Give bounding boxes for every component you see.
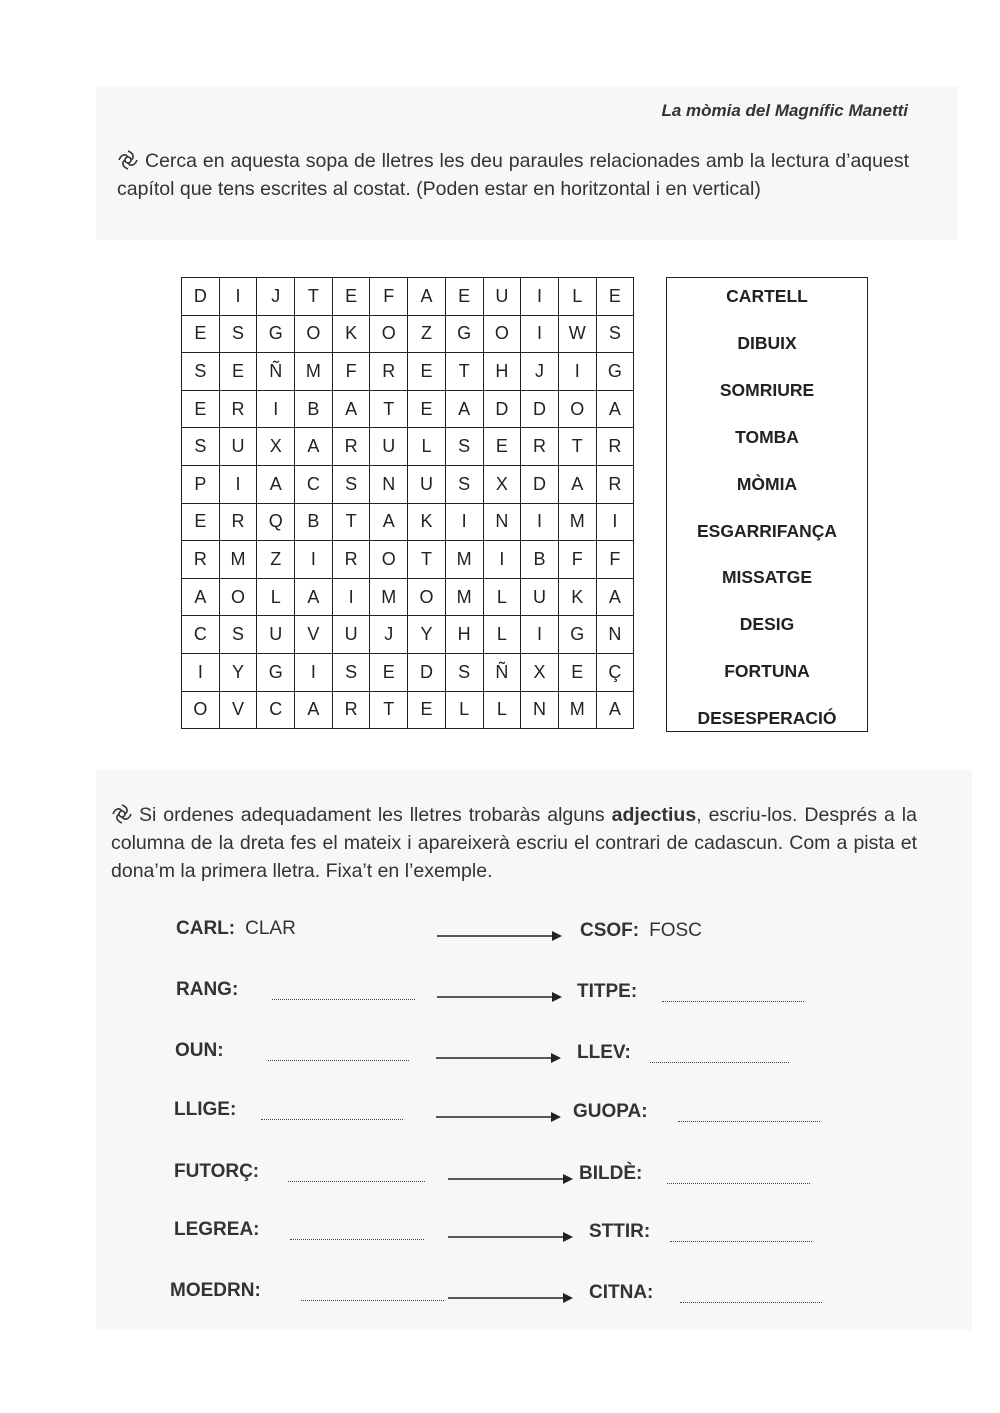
- grid-cell[interactable]: L: [445, 691, 483, 729]
- grid-cell[interactable]: I: [182, 653, 220, 691]
- grid-cell[interactable]: O: [219, 578, 257, 616]
- swirl-bullet-icon: [111, 803, 133, 825]
- anagram-left-1: [176, 918, 296, 940]
- grid-cell[interactable]: U: [370, 428, 408, 466]
- exercise2-instruction-bold: adjectius: [611, 804, 697, 826]
- grid-cell[interactable]: U: [483, 278, 521, 316]
- word-list-item: ESGARRIFANÇA: [696, 520, 837, 541]
- grid-cell[interactable]: U: [408, 465, 446, 503]
- grid-row: [182, 390, 634, 428]
- grid-cell[interactable]: M: [445, 578, 483, 616]
- word-list-item: CARTELL: [726, 286, 808, 306]
- grid-cell[interactable]: X: [483, 465, 521, 503]
- grid-cell[interactable]: T: [558, 428, 596, 466]
- arrow-right-icon: [436, 1111, 561, 1123]
- grid-cell[interactable]: E: [596, 278, 634, 316]
- exercise2-instruction-post: , escriu-los. Després a la columna de la dreta fes el mateix i apareixerà escriu el contrari de cadascun. Com a pista et dona’m la primera lletra. Fixa’t en l’exemple.: [111, 804, 917, 882]
- anagram-right-5: [579, 1163, 642, 1185]
- grid-cell[interactable]: E: [408, 691, 446, 729]
- grid-cell[interactable]: I: [558, 353, 596, 391]
- grid-cell[interactable]: I: [332, 578, 370, 616]
- grid-cell[interactable]: M: [295, 353, 333, 391]
- answer-blank-right[interactable]: [662, 1001, 804, 1002]
- grid-cell[interactable]: I: [521, 616, 559, 654]
- anagram-left-word: RANG:: [176, 979, 239, 1000]
- anagram-right-1: [580, 920, 702, 942]
- grid-cell[interactable]: V: [295, 616, 333, 654]
- grid-cell[interactable]: A: [445, 390, 483, 428]
- grid-cell[interactable]: T: [332, 503, 370, 541]
- grid-cell[interactable]: K: [408, 503, 446, 541]
- anagram-left-word: LEGREA:: [174, 1219, 260, 1240]
- anagram-left-6: [174, 1219, 260, 1241]
- grid-row: [182, 353, 634, 391]
- grid-cell[interactable]: O: [408, 578, 446, 616]
- grid-cell[interactable]: S: [445, 653, 483, 691]
- anagram-right-2: [577, 981, 637, 1003]
- word-list-item: DIBUIX: [737, 332, 797, 353]
- grid-cell[interactable]: R: [596, 465, 634, 503]
- anagram-right-4: [573, 1101, 648, 1123]
- grid-cell[interactable]: Z: [257, 541, 295, 579]
- anagram-right-3: [577, 1042, 631, 1064]
- grid-cell[interactable]: A: [596, 578, 634, 616]
- grid-cell[interactable]: D: [521, 465, 559, 503]
- grid-cell[interactable]: T: [295, 278, 333, 316]
- grid-cell[interactable]: L: [408, 428, 446, 466]
- answer-blank-left[interactable]: [301, 1300, 444, 1301]
- word-list-item: SOMRIURE: [719, 379, 815, 400]
- answer-blank-left[interactable]: [268, 1060, 409, 1061]
- grid-cell[interactable]: B: [295, 503, 333, 541]
- grid-cell[interactable]: L: [257, 578, 295, 616]
- grid-cell[interactable]: L: [483, 578, 521, 616]
- grid-cell[interactable]: J: [521, 353, 559, 391]
- grid-cell[interactable]: K: [332, 315, 370, 353]
- arrow-right-icon: [436, 1052, 561, 1064]
- grid-cell[interactable]: M: [558, 691, 596, 729]
- answer-blank-right[interactable]: [670, 1241, 812, 1242]
- anagram-left-7: [170, 1280, 261, 1302]
- word-list-item: MISSATGE: [721, 567, 813, 588]
- grid-cell[interactable]: S: [182, 428, 220, 466]
- exercise1-instruction: [117, 147, 909, 203]
- grid-cell[interactable]: R: [596, 428, 634, 466]
- grid-cell[interactable]: L: [558, 278, 596, 316]
- grid-row: [182, 465, 634, 503]
- grid-cell[interactable]: O: [295, 315, 333, 353]
- grid-cell[interactable]: G: [257, 315, 295, 353]
- grid-cell[interactable]: J: [257, 278, 295, 316]
- grid-row: [182, 691, 634, 729]
- anagram-left-word: CARL:: [176, 918, 236, 939]
- grid-cell[interactable]: O: [182, 691, 220, 729]
- arrow-right-icon: [448, 1231, 573, 1243]
- grid-cell[interactable]: E: [219, 353, 257, 391]
- answer-blank-left[interactable]: [290, 1239, 424, 1240]
- grid-cell[interactable]: A: [257, 465, 295, 503]
- arrow-right-icon: [437, 991, 562, 1003]
- grid-cell[interactable]: S: [596, 315, 634, 353]
- grid-cell[interactable]: S: [445, 465, 483, 503]
- anagram-right-word: CSOF:: [580, 920, 640, 941]
- anagram-right-word: STTIR:: [589, 1221, 651, 1242]
- grid-cell[interactable]: L: [483, 616, 521, 654]
- answer-blank-left[interactable]: [272, 999, 415, 1000]
- grid-cell[interactable]: I: [596, 503, 634, 541]
- grid-cell[interactable]: R: [521, 428, 559, 466]
- grid-cell[interactable]: R: [370, 353, 408, 391]
- answer-blank-left[interactable]: [261, 1119, 403, 1120]
- grid-cell[interactable]: M: [445, 541, 483, 579]
- grid-cell[interactable]: N: [483, 503, 521, 541]
- grid-cell[interactable]: I: [445, 503, 483, 541]
- anagram-left-2: [176, 979, 238, 1001]
- exercise2-instruction-pre: Si ordenes adequadament les lletres trobaràs alguns: [139, 804, 612, 826]
- grid-cell[interactable]: O: [558, 390, 596, 428]
- grid-cell[interactable]: E: [182, 503, 220, 541]
- grid-cell[interactable]: M: [370, 578, 408, 616]
- grid-cell[interactable]: A: [295, 578, 333, 616]
- grid-cell[interactable]: X: [257, 428, 295, 466]
- grid-cell[interactable]: R: [332, 428, 370, 466]
- grid-cell[interactable]: I: [521, 278, 559, 316]
- arrow-right-icon: [437, 930, 562, 942]
- grid-cell[interactable]: A: [596, 691, 634, 729]
- anagram-right-word: GUOPA:: [573, 1101, 648, 1122]
- anagram-left-word: OUN:: [175, 1040, 224, 1061]
- grid-cell[interactable]: E: [558, 653, 596, 691]
- grid-cell[interactable]: E: [370, 653, 408, 691]
- answer-blank-right[interactable]: [650, 1062, 789, 1063]
- swirl-bullet-icon: [117, 149, 139, 171]
- grid-row: [182, 503, 634, 541]
- grid-cell[interactable]: O: [370, 541, 408, 579]
- grid-cell[interactable]: J: [370, 616, 408, 654]
- word-list-box: [666, 277, 868, 732]
- grid-cell[interactable]: G: [558, 616, 596, 654]
- word-list-item: DESIG: [739, 614, 795, 635]
- grid-cell[interactable]: F: [332, 353, 370, 391]
- grid-cell[interactable]: D: [483, 390, 521, 428]
- answer-blank-left[interactable]: [288, 1181, 425, 1182]
- anagram-right-word: TITPE:: [577, 981, 638, 1002]
- grid-cell[interactable]: A: [596, 390, 634, 428]
- grid-row: [182, 278, 634, 316]
- grid-cell[interactable]: U: [332, 616, 370, 654]
- grid-cell[interactable]: N: [521, 691, 559, 729]
- grid-cell[interactable]: Ñ: [257, 353, 295, 391]
- anagram-right-word: BILDÈ:: [579, 1163, 643, 1184]
- grid-cell[interactable]: Q: [257, 503, 295, 541]
- grid-cell[interactable]: S: [219, 616, 257, 654]
- grid-cell[interactable]: R: [182, 541, 220, 579]
- grid-cell[interactable]: W: [558, 315, 596, 353]
- grid-cell[interactable]: F: [596, 541, 634, 579]
- grid-cell[interactable]: S: [332, 465, 370, 503]
- grid-cell[interactable]: L: [483, 691, 521, 729]
- grid-cell[interactable]: D: [408, 653, 446, 691]
- grid-cell[interactable]: Z: [408, 315, 446, 353]
- exercise2-instruction: [111, 801, 917, 885]
- anagram-right-6: [589, 1221, 650, 1243]
- anagram-right-7: [589, 1282, 653, 1304]
- grid-cell[interactable]: R: [332, 691, 370, 729]
- grid-cell[interactable]: S: [182, 353, 220, 391]
- grid-cell[interactable]: A: [558, 465, 596, 503]
- grid-cell[interactable]: T: [370, 691, 408, 729]
- grid-cell[interactable]: D: [521, 390, 559, 428]
- grid-cell[interactable]: B: [521, 541, 559, 579]
- grid-cell[interactable]: I: [219, 278, 257, 316]
- grid-cell[interactable]: I: [295, 541, 333, 579]
- grid-cell[interactable]: B: [295, 390, 333, 428]
- anagram-right-word: CITNA:: [589, 1282, 654, 1303]
- grid-row: [182, 578, 634, 616]
- grid-cell[interactable]: Y: [408, 616, 446, 654]
- grid-cell[interactable]: M: [558, 503, 596, 541]
- grid-cell[interactable]: E: [182, 315, 220, 353]
- grid-cell[interactable]: C: [182, 616, 220, 654]
- grid-cell[interactable]: I: [295, 653, 333, 691]
- grid-row: [182, 428, 634, 466]
- grid-cell[interactable]: T: [445, 353, 483, 391]
- grid-cell[interactable]: G: [596, 353, 634, 391]
- grid-cell[interactable]: E: [408, 353, 446, 391]
- grid-cell[interactable]: R: [219, 503, 257, 541]
- grid-cell[interactable]: A: [370, 503, 408, 541]
- grid-cell[interactable]: I: [483, 541, 521, 579]
- word-search-grid: [181, 277, 634, 729]
- grid-cell[interactable]: O: [483, 315, 521, 353]
- grid-cell[interactable]: F: [370, 278, 408, 316]
- grid-cell[interactable]: G: [257, 653, 295, 691]
- grid-cell[interactable]: N: [596, 616, 634, 654]
- grid-cell[interactable]: F: [558, 541, 596, 579]
- grid-cell[interactable]: T: [408, 541, 446, 579]
- anagram-left-4: [174, 1099, 236, 1121]
- anagram-right-answer: FOSC: [649, 920, 702, 941]
- grid-cell[interactable]: M: [219, 541, 257, 579]
- grid-cell[interactable]: A: [182, 578, 220, 616]
- answer-blank-right[interactable]: [678, 1121, 820, 1122]
- grid-cell[interactable]: V: [219, 691, 257, 729]
- grid-cell[interactable]: D: [182, 278, 220, 316]
- grid-cell[interactable]: U: [521, 578, 559, 616]
- anagram-left-answer: CLAR: [245, 918, 296, 939]
- grid-cell[interactable]: A: [332, 390, 370, 428]
- anagram-right-word: LLEV:: [577, 1042, 631, 1063]
- grid-row: [182, 541, 634, 579]
- anagram-left-word: LLIGE:: [174, 1099, 237, 1120]
- chapter-title: La mòmia del Magnífic Manetti: [661, 101, 908, 120]
- grid-cell[interactable]: G: [445, 315, 483, 353]
- grid-cell[interactable]: E: [332, 278, 370, 316]
- anagram-left-5: [174, 1161, 259, 1183]
- arrow-right-icon: [448, 1173, 573, 1185]
- grid-cell[interactable]: I: [219, 465, 257, 503]
- grid-cell[interactable]: P: [182, 465, 220, 503]
- anagram-left-3: [175, 1040, 224, 1062]
- grid-cell[interactable]: X: [521, 653, 559, 691]
- grid-cell[interactable]: S: [332, 653, 370, 691]
- grid-cell[interactable]: E: [182, 390, 220, 428]
- grid-cell[interactable]: A: [295, 428, 333, 466]
- grid-cell[interactable]: C: [257, 691, 295, 729]
- grid-cell[interactable]: S: [219, 315, 257, 353]
- word-list-item: DESESPERACIÓ: [697, 708, 837, 729]
- grid-cell[interactable]: R: [332, 541, 370, 579]
- grid-cell[interactable]: I: [521, 503, 559, 541]
- grid-cell[interactable]: I: [257, 390, 295, 428]
- grid-row: [182, 315, 634, 353]
- grid-cell[interactable]: I: [521, 315, 559, 353]
- grid-cell[interactable]: A: [408, 278, 446, 316]
- word-list-item: TOMBA: [735, 426, 799, 447]
- grid-row: [182, 616, 634, 654]
- grid-cell[interactable]: A: [295, 691, 333, 729]
- grid-cell[interactable]: H: [483, 353, 521, 391]
- grid-cell[interactable]: U: [257, 616, 295, 654]
- grid-cell[interactable]: E: [483, 428, 521, 466]
- grid-cell[interactable]: E: [408, 390, 446, 428]
- grid-cell[interactable]: E: [445, 278, 483, 316]
- answer-blank-right[interactable]: [667, 1183, 810, 1184]
- grid-cell[interactable]: Y: [219, 653, 257, 691]
- grid-cell[interactable]: H: [445, 616, 483, 654]
- grid-row: [182, 653, 634, 691]
- grid-cell[interactable]: U: [219, 428, 257, 466]
- word-list-item: FORTUNA: [724, 661, 810, 682]
- grid-cell[interactable]: Ñ: [483, 653, 521, 691]
- grid-cell[interactable]: R: [219, 390, 257, 428]
- grid-cell[interactable]: C: [295, 465, 333, 503]
- arrow-right-icon: [448, 1292, 573, 1304]
- word-list-item: MÒMIA: [736, 473, 798, 494]
- grid-cell[interactable]: K: [558, 578, 596, 616]
- exercise1-instruction-text: Cerca en aquesta sopa de lletres les deu paraules relacionades amb la lectura d’aquest capítol que tens escrites al costat. (Poden estar en horitzontal i en vertical): [117, 150, 909, 200]
- grid-cell[interactable]: T: [370, 390, 408, 428]
- grid-cell[interactable]: Ç: [596, 653, 634, 691]
- grid-cell[interactable]: O: [370, 315, 408, 353]
- anagram-left-word: FUTORÇ:: [174, 1161, 260, 1182]
- anagram-left-word: MOEDRN:: [170, 1280, 261, 1301]
- grid-cell[interactable]: N: [370, 465, 408, 503]
- answer-blank-right[interactable]: [680, 1302, 822, 1303]
- grid-cell[interactable]: S: [445, 428, 483, 466]
